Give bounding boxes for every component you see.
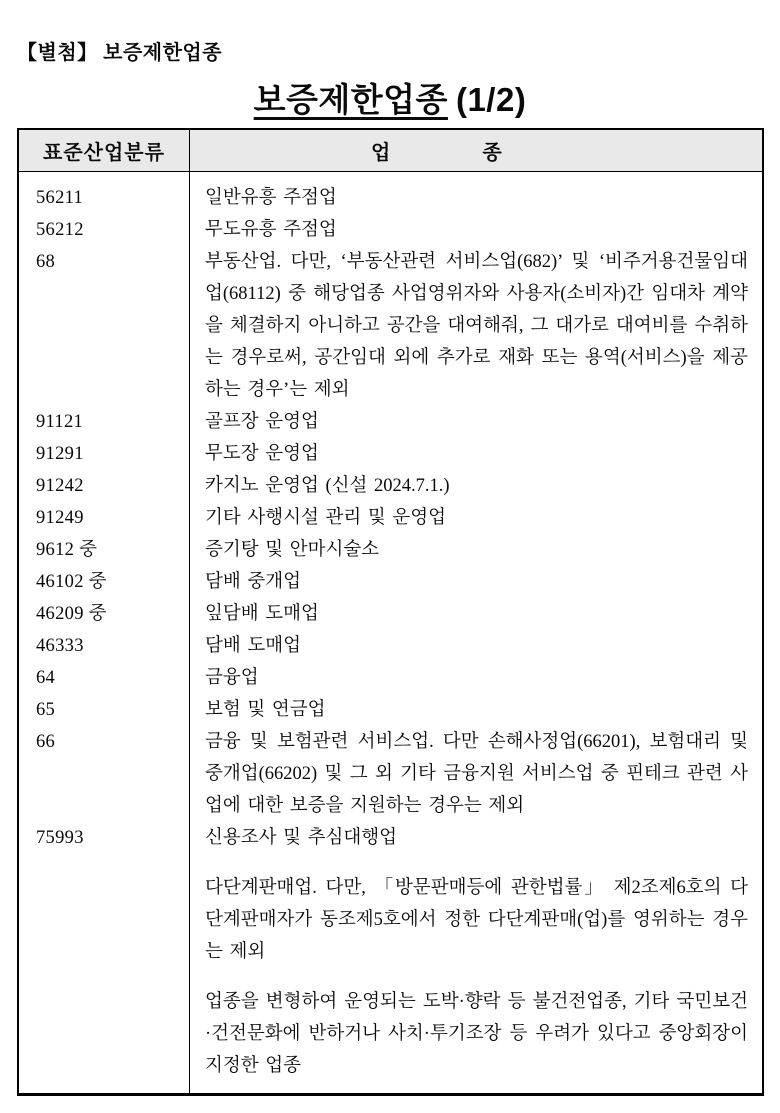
- industry-description: 골프장 운영업: [205, 412, 319, 432]
- industry-code: 56212: [36, 220, 84, 240]
- industry-description: 무도장 운영업: [205, 444, 319, 464]
- table-row: [19, 630, 762, 662]
- table-row: [19, 534, 762, 566]
- industry-code: 68: [36, 252, 56, 272]
- table-row: [19, 726, 762, 822]
- table-row: [19, 246, 762, 406]
- industry-description: 보험 및 연금업: [205, 700, 326, 720]
- restricted-industries-table: [17, 128, 764, 1096]
- column-header-industry: [190, 136, 762, 165]
- table-row: [19, 662, 762, 694]
- industry-description: 기타 사행시설 관리 및 운영업: [205, 508, 446, 528]
- industry-description: 카지노 운영업 (신설 2024.7.1.): [205, 476, 450, 496]
- table-row: [19, 470, 762, 502]
- industry-code: 46333: [36, 636, 84, 656]
- page-title-main: 보증제한업종: [253, 81, 448, 118]
- industry-code: 91121: [36, 412, 84, 432]
- industry-description: 일반유흥 주점업: [205, 188, 337, 208]
- industry-description: 다단계판매업. 다만, 「방문판매등에 관한법률」 제2조제6호의 다단계판매자가 동조제5호에서 정한 다단계판매(업)를 영위하는 경우는 제외: [205, 878, 748, 962]
- attachment-label: 【별첨】 보증제한업종: [17, 42, 223, 64]
- column-header-classification: 표준산업분류: [19, 130, 190, 171]
- industry-description: 잎담배 도매업: [205, 604, 319, 624]
- table-row: [19, 598, 762, 630]
- table-row: [19, 214, 762, 246]
- industry-description: 무도유흥 주점업: [205, 220, 337, 240]
- column-header-industry-char-2: 종: [482, 142, 502, 164]
- table-row: [19, 854, 762, 968]
- industry-code: [19, 986, 190, 1082]
- industry-description: 담배 도매업: [205, 636, 301, 656]
- table-header-row: [19, 130, 762, 172]
- industry-code: 66: [36, 732, 56, 752]
- table-row: [19, 694, 762, 726]
- industry-code: 91249: [36, 508, 84, 528]
- industry-description: 담배 중개업: [205, 572, 301, 592]
- industry-description: 증기탕 및 안마시술소: [205, 540, 380, 560]
- industry-code: 46209 중: [36, 604, 107, 624]
- table-row: [19, 438, 762, 470]
- industry-code: 64: [36, 668, 56, 688]
- industry-code: 46102 중: [36, 572, 107, 592]
- industry-code: 9612 중: [36, 540, 98, 560]
- industry-description: 신용조사 및 추심대행업: [205, 828, 397, 848]
- industry-description: 업종을 변형하여 운영되는 도박·향락 등 불건전업종, 기타 국민보건·건전문화에 반하거나 사치·투기조장 등 우려가 있다고 중앙회장이 지정한 업종: [205, 992, 748, 1076]
- table-row: [19, 822, 762, 854]
- industry-description: 금융 및 보험관련 서비스업. 다만 손해사정업(66201), 보험대리 및 중개업(66202) 및 그 외 기타 금융지원 서비스업 중 핀테크 관련 사업에 대한 보증을 지원하는 경우는 제외: [205, 732, 748, 816]
- table-row: [19, 502, 762, 534]
- industry-code: 91242: [36, 476, 84, 496]
- industry-code: [19, 872, 190, 968]
- page-title-suffix: (1/2): [455, 81, 527, 118]
- industry-description: 부동산업. 다만, ‘부동산관련 서비스업(682)’ 및 ‘비주거용건물임대업(68112) 중 해당업종 사업영위자와 사용자(소비자)간 임대차 계약을 체결하지 아니하고 공간을 대여해줘, 그 대가로 대여비를 수취하는 경우로써, 공간임대 외에 추가로 재화 또는 용역(서비스)을 제공하는 경우’는 제외: [205, 252, 748, 400]
- industry-code: 56211: [36, 188, 84, 208]
- table-row: [19, 566, 762, 598]
- column-header-industry-char-1: 업: [371, 142, 391, 164]
- page-title: [0, 74, 780, 121]
- industry-code: 91291: [36, 444, 84, 464]
- industry-code: 65: [36, 700, 56, 720]
- table-row: [19, 406, 762, 438]
- industry-description: 금융업: [205, 668, 259, 688]
- industry-code: 75993: [36, 828, 84, 848]
- table-row: [19, 182, 762, 214]
- table-row: [19, 968, 762, 1082]
- table-body: [19, 172, 762, 1093]
